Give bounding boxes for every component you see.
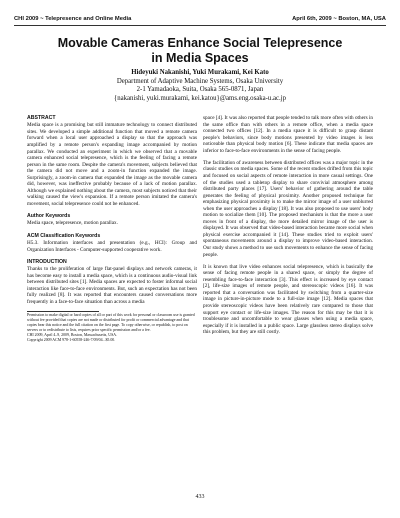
author-address: 2-1 Yamadaoka, Suita, Osaka 565-0871, Japan	[136, 86, 264, 94]
author-emails: {nakanishi, yuki.murakami, kei.katou}@ams.eng.osaka-u.ac.jp	[113, 94, 287, 102]
title-line-2: in Media Spaces	[151, 51, 249, 65]
body-paragraph-3: It is known that live video enhances social telepresence, which is basically the sense of facing remote people in a shared space, or simply the degree of resembling face-to-face interaction [3]. This effect is increased by eye contact [2], life-size images of remote people, and stereoscopic videos [16]. It was reported that a conversation was facilitated by switching from a quarter-size image in picture-in-picture mode to a full-size image [12]. Media spaces that provide stereoscopic videos have been relatively rare compared to those that support eye contact or life-size images. The reason for this may be that it is troublesome and uncomfortable to wear glasses when using a media space, especially if it is installed in a public space. Large glassless stereo displays solve this problem, but they are still costly.	[203, 263, 373, 336]
right-column	[203, 115, 373, 341]
conference-citation: CHI 2009, April 4–9, 2009, Boston, Massachusetts, USA.	[27, 332, 118, 337]
header-divider	[14, 25, 386, 26]
acm-heading: ACM Classification Keywords	[27, 232, 101, 239]
author-block	[20, 69, 380, 103]
paper-title	[20, 36, 380, 66]
permission-text: Permission to make digital or hard copies of all or part of this work for personal or classroom use is granted without fee provided that copies are not made or distributed for profit or commercial advantage and that copies bear this notice and the full citation on the first page. To copy otherwise, or republish, to post on servers or to redistribute to lists, requires prior specific permission and/or a fee.	[27, 313, 195, 333]
body-paragraph-2: The facilitation of awareness between distributed offices was a major topic in the classic studies on media spaces. Some of the recent studies drifted from this topic and focused on social aspects of remote interaction in more casual settings. One of the studies used a tabletop display to share convivial atmosphere among distributed party places [17]. Users' behavior of gathering around the table generates the feeling of physical proximity. Another proposed technique for emphasizing physical proximity is to make the mirror image of a user unblurred when the user approaches a display [18]. It was also proposed to use users' body motion to socialize them [10]. The proposed mechanism is that the more a user moves in front of a display, the more detailed mirror image of the user is displayed. It was observed that video-based interaction became more social when physical exercise accompanied it [14]. These studies tried to exploit users' spontaneous movements around a display to improve video-based interaction. Our study shows a method to use such movements to enhance the sense of facing people.	[203, 159, 373, 258]
body-paragraph-1: space [4]. It was also reported that people tended to talk more often with others in the same office than with others in a remote office, when a media space connected two offices [12]. In a media space it is difficult to grasp distant people's behaviors, since body motions presented by video images is less noticeable than physical body motion [6]. These indicate that media spaces are inferior to face-to-face environments in the sense of facing people.	[203, 115, 373, 154]
running-header	[14, 15, 386, 24]
acm-copyright: Copyright 2009 ACM 978-1-60558-246-7/09/04...$5.00.	[27, 337, 116, 342]
author-names: Hideyuki Nakanishi, Yuki Murakami, Kei Kato	[131, 69, 269, 76]
keywords-body: Media space, telepresence, motion parallax.	[27, 220, 118, 227]
copyright-notice	[27, 313, 197, 343]
copyright-divider	[27, 311, 99, 312]
conference-track: CHI 2009 ~ Telepresence and Online Media	[14, 16, 132, 22]
page-number: 433	[195, 494, 205, 500]
conference-date-location: April 6th, 2009 ~ Boston, MA, USA	[292, 16, 386, 22]
abstract-body: Media space is a promising but still immature technology to connect distributed sites. We developed a simple additional function that moved a remote camera forward when a local user approached a display so that the approach was amplified by a remote person's expanding image accompanied by motion parallax. We conducted an experiment in which we observed that a movable camera enhanced social telepresence, which is the feeling of facing a remote person in the same room. Despite the camera's movement, subjects believed that the camera did not move and a zoom-in function expanded the image. Surprisingly, a zoom-in camera that expanded the image as the movable camera did, however, was ineffective probably because of a lack of motion parallax. Although we explained nothing about the camera, most subjects noticed that their walking caused the view's expansion. If a remote person imitated the camera's movement, social telepresence could not be enhanced.	[27, 122, 197, 207]
author-affiliation: Department of Adaptive Machine Systems, Osaka University	[116, 77, 284, 85]
acm-body: H5.3. Information interfaces and presentation (e.g., HCI): Group and Organization Interfaces - Computer-supported cooperative work.	[27, 240, 197, 253]
introduction-heading: INTRODUCTION	[27, 258, 67, 265]
introduction-body: Thanks to the proliferation of large flat-panel displays and network cameras, it has become easy to install a media space, which is a continuous audio-visual link between distributed sites [1]. Media spaces are expected to foster informal social interaction like face-to-face environments. But, such an expectation has not been fully realized [8]. It was reported that encounters caused conversations more frequently in a face-to-face situation than across a media	[27, 266, 197, 305]
title-line-1: Movable Cameras Enhance Social Telepresence	[57, 36, 343, 50]
left-column	[27, 115, 197, 343]
abstract-heading: ABSTRACT	[27, 115, 56, 121]
keywords-heading: Author Keywords	[27, 213, 71, 220]
